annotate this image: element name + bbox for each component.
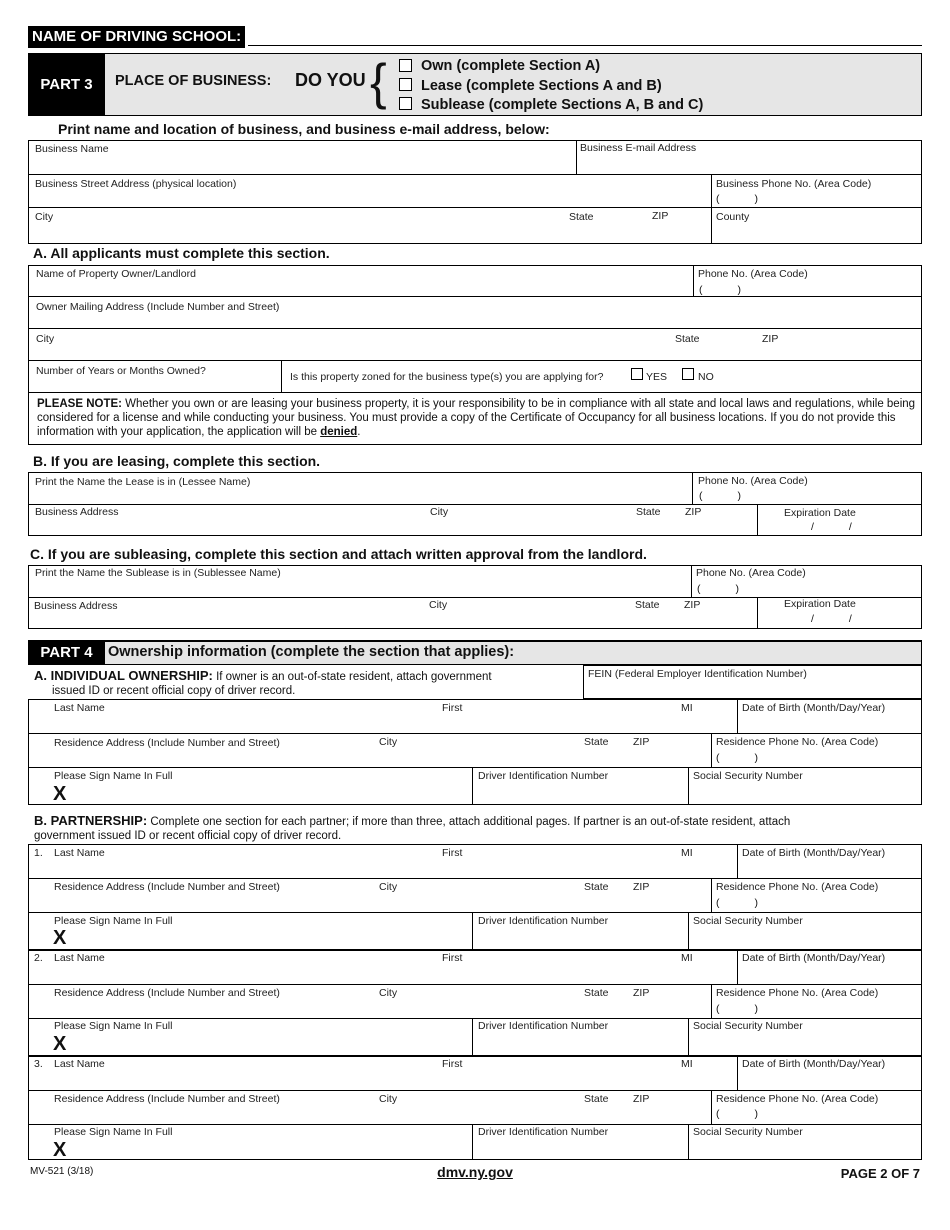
individual-ownership-text: A. INDIVIDUAL OWNERSHIP: If owner is an out-of-state resident, attach government issued ID or recent official copy of driver record. [34, 668, 492, 697]
fein-field[interactable]: FEIN (Federal Employer Identification Number) [588, 668, 807, 680]
partner-3-city-field[interactable]: City [379, 1093, 398, 1105]
section-a-title: A. All applicants must complete this section. [33, 245, 330, 261]
own-option-label: Own (complete Section A) [421, 58, 601, 74]
own-checkbox[interactable] [399, 59, 412, 72]
owner-city-field[interactable]: City [36, 333, 55, 345]
lease-expiration-slashes: / / [811, 521, 852, 533]
owner-mailing-address-field[interactable]: Owner Mailing Address (Include Number and Street) [36, 301, 280, 313]
individual-ssn-field[interactable]: Social Security Number [693, 770, 803, 782]
partner-2-city-field[interactable]: City [379, 987, 398, 999]
partner-1-driver-id-field[interactable]: Driver Identification Number [478, 915, 609, 927]
individual-first-name-field[interactable]: First [442, 702, 463, 714]
partner-3-state-field[interactable]: State [584, 1093, 609, 1105]
individual-driver-id-field[interactable]: Driver Identification Number [478, 770, 609, 782]
business-phone-paren: ( ) [716, 193, 758, 205]
partner-3-table [28, 1056, 922, 1160]
individual-signature-x: X [53, 783, 67, 805]
sublessee-city-field[interactable]: City [429, 599, 448, 611]
zoned-yes-label: YES [646, 371, 668, 383]
zoned-no-checkbox[interactable] [682, 368, 694, 380]
partner-1-residence-address-field[interactable]: Residence Address (Include Number and Street) [54, 881, 280, 893]
partner-2-dob-field[interactable]: Date of Birth (Month/Day/Year) [742, 952, 886, 964]
partner-2-zip-field[interactable]: ZIP [633, 987, 650, 999]
owner-name-field[interactable]: Name of Property Owner/Landlord [36, 268, 196, 280]
business-zip-field[interactable]: ZIP [652, 210, 669, 222]
business-city-field[interactable]: City [35, 211, 54, 223]
partner-3-dob-field[interactable]: Date of Birth (Month/Day/Year) [742, 1058, 886, 1070]
business-name-field[interactable]: Business Name [35, 143, 109, 155]
sublease-checkbox[interactable] [399, 97, 412, 110]
lessee-state-field[interactable]: State [636, 506, 661, 518]
business-email-field[interactable]: Business E-mail Address [580, 142, 697, 154]
lease-expiration-field[interactable]: Expiration Date [784, 507, 856, 519]
zoned-yes-checkbox[interactable] [631, 368, 643, 380]
lessee-city-field[interactable]: City [430, 506, 449, 518]
partner-2-signature-x: X [53, 1033, 67, 1055]
do-you-label: DO YOU [295, 70, 366, 90]
partner-2-state-field[interactable]: State [584, 987, 609, 999]
individual-zip-field[interactable]: ZIP [633, 736, 650, 748]
partner-3-residence-phone-field[interactable]: Residence Phone No. (Area Code) [716, 1093, 879, 1105]
part4-title: Ownership information (complete the section that applies): [108, 644, 515, 660]
business-info-table [28, 140, 922, 244]
partner-2-table [28, 950, 922, 1056]
place-of-business-label: PLACE OF BUSINESS: [115, 73, 272, 89]
individual-residence-phone-field[interactable]: Residence Phone No. (Area Code) [716, 736, 879, 748]
business-street-field[interactable]: Business Street Address (physical location) [35, 178, 237, 190]
individual-dob-field[interactable]: Date of Birth (Month/Day/Year) [742, 702, 886, 714]
business-county-field[interactable]: County [716, 211, 750, 223]
partner-1-first-name-field[interactable]: First [442, 847, 463, 859]
zoned-question: Is this property zoned for the business type(s) you are applying for? [290, 371, 604, 383]
partner-2-first-name-field[interactable]: First [442, 952, 463, 964]
zoned-no-label: NO [698, 371, 714, 383]
partner-1-last-name-field[interactable]: Last Name [54, 847, 105, 859]
brace: { [370, 54, 387, 110]
individual-table [28, 699, 922, 805]
individual-last-name-field[interactable]: Last Name [54, 702, 105, 714]
website-link[interactable]: dmv.ny.gov [437, 1164, 513, 1180]
sublease-option-label: Sublease (complete Sections A, B and C) [421, 97, 704, 113]
sublessee-name-field[interactable]: Print the Name the Sublease is in (Sublessee Name) [35, 567, 281, 579]
partner-3-ssn-field[interactable]: Social Security Number [693, 1126, 803, 1138]
individual-city-field[interactable]: City [379, 736, 398, 748]
part3-instruction: Print name and location of business, and business e-mail address, below: [58, 121, 550, 137]
years-owned-field[interactable]: Number of Years or Months Owned? [36, 365, 206, 377]
sublessee-business-address-field[interactable]: Business Address [34, 600, 118, 612]
sublessee-phone-paren: ( ) [697, 583, 739, 595]
lease-option-label: Lease (complete Sections A and B) [421, 78, 662, 94]
partner-1-mi-field[interactable]: MI [681, 847, 693, 859]
partnership-text: B. PARTNERSHIP: Complete one section for each partner; if more than three, attach additional pages. If partner is an out-of-state resident, attach government issued ID or recent official copy of driver record. [34, 813, 791, 842]
partner-1-dob-field[interactable]: Date of Birth (Month/Day/Year) [742, 847, 886, 859]
partner-2-number: 2. [34, 952, 43, 964]
partner-2-residence-address-field[interactable]: Residence Address (Include Number and Street) [54, 987, 280, 999]
page-number: PAGE 2 OF 7 [840, 1166, 920, 1181]
individual-signature-field[interactable]: Please Sign Name In Full [54, 770, 173, 782]
partner-1-phone-paren: ( ) [716, 897, 758, 909]
driving-school-name-line[interactable] [248, 45, 922, 46]
section-b-title: B. If you are leasing, complete this section. [33, 453, 321, 469]
partner-2-ssn-field[interactable]: Social Security Number [693, 1020, 803, 1032]
partner-2-residence-phone-field[interactable]: Residence Phone No. (Area Code) [716, 987, 879, 999]
driving-school-label: NAME OF DRIVING SCHOOL: [28, 26, 245, 48]
business-phone-field[interactable]: Business Phone No. (Area Code) [716, 178, 872, 190]
partner-2-driver-id-field[interactable]: Driver Identification Number [478, 1020, 609, 1032]
individual-residence-address-field[interactable]: Residence Address (Include Number and Street) [54, 737, 280, 749]
partner-3-driver-id-field[interactable]: Driver Identification Number [478, 1126, 609, 1138]
partner-2-phone-paren: ( ) [716, 1003, 758, 1015]
partner-3-mi-field[interactable]: MI [681, 1058, 693, 1070]
partner-3-first-name-field[interactable]: First [442, 1058, 463, 1070]
partner-1-ssn-field[interactable]: Social Security Number [693, 915, 803, 927]
partner-1-residence-phone-field[interactable]: Residence Phone No. (Area Code) [716, 881, 879, 893]
owner-state-field[interactable]: State [675, 333, 700, 345]
partner-3-number: 3. [34, 1058, 43, 1070]
lessee-phone-field[interactable]: Phone No. (Area Code) [698, 475, 808, 487]
lessee-zip-field[interactable]: ZIP [685, 506, 702, 518]
sublessee-phone-field[interactable]: Phone No. (Area Code) [696, 567, 806, 579]
individual-mi-field[interactable]: MI [681, 702, 693, 714]
partner-3-signature-x: X [53, 1139, 67, 1161]
part3-tag: PART 3 [28, 53, 105, 116]
partner-3-last-name-field[interactable]: Last Name [54, 1058, 105, 1070]
sublessee-state-field[interactable]: State [635, 599, 660, 611]
partner-1-signature-field[interactable]: Please Sign Name In Full [54, 915, 173, 927]
partner-1-city-field[interactable]: City [379, 881, 398, 893]
partner-3-signature-field[interactable]: Please Sign Name In Full [54, 1126, 173, 1138]
partner-3-zip-field[interactable]: ZIP [633, 1093, 650, 1105]
owner-phone-paren: ( ) [699, 284, 741, 296]
lease-checkbox[interactable] [399, 78, 412, 91]
partner-1-table [28, 844, 922, 950]
partner-3-phone-paren: ( ) [716, 1108, 758, 1120]
lessee-phone-paren: ( ) [699, 490, 741, 502]
owner-phone-field[interactable]: Phone No. (Area Code) [698, 268, 808, 280]
please-note: PLEASE NOTE: Whether you own or are leasing your business property, it is your responsibility to be in compliance with all state and local laws and regulations, while being considered for a license and while conducting your business. You must provide a copy of the Certificate of Occupancy for all business locations. If you do not provide this information with your application, the application will be denied. [37, 398, 916, 438]
lessee-business-address-field[interactable]: Business Address [35, 506, 119, 518]
sublessee-zip-field[interactable]: ZIP [684, 599, 701, 611]
partner-2-mi-field[interactable]: MI [681, 952, 693, 964]
sublease-expiration-slashes: / / [811, 613, 852, 625]
partner-2-signature-field[interactable]: Please Sign Name In Full [54, 1020, 173, 1032]
part4-tag: PART 4 [28, 640, 105, 665]
section-c-title: C. If you are subleasing, complete this section and attach written approval from the landlord. [30, 546, 647, 562]
owner-zip-field[interactable]: ZIP [762, 333, 779, 345]
partner-1-signature-x: X [53, 927, 67, 949]
form-id: MV-521 (3/18) [30, 1166, 94, 1177]
sublease-expiration-field[interactable]: Expiration Date [784, 598, 856, 610]
partner-1-state-field[interactable]: State [584, 881, 609, 893]
partner-3-residence-address-field[interactable]: Residence Address (Include Number and Street) [54, 1093, 280, 1105]
partner-2-last-name-field[interactable]: Last Name [54, 952, 105, 964]
partner-1-number: 1. [34, 847, 43, 859]
individual-phone-paren: ( ) [716, 752, 758, 764]
lessee-name-field[interactable]: Print the Name the Lease is in (Lessee Name) [35, 476, 251, 488]
individual-state-field[interactable]: State [584, 736, 609, 748]
partner-1-zip-field[interactable]: ZIP [633, 881, 650, 893]
business-state-field[interactable]: State [569, 211, 594, 223]
